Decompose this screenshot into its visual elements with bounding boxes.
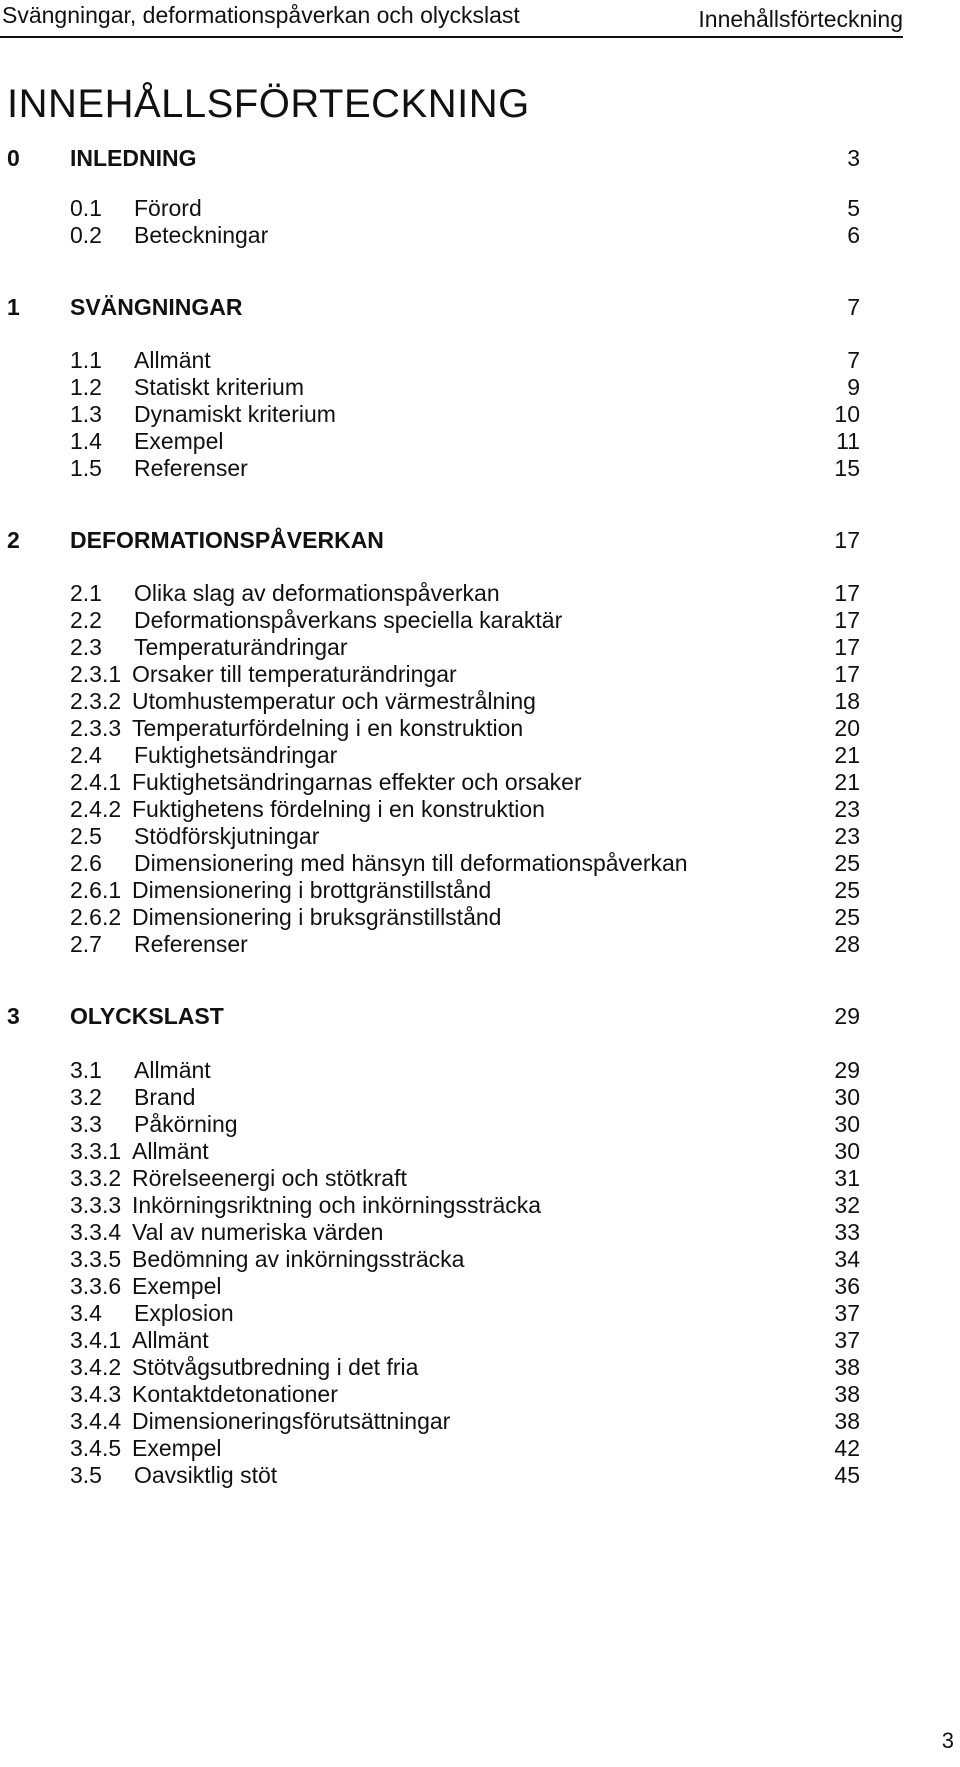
toc-subsection: [0, 767, 860, 797]
toc-number: 2.4.1: [70, 769, 122, 795]
toc-page: 30: [834, 1111, 860, 1137]
toc-number: 3: [7, 1003, 20, 1029]
toc-page: 10: [834, 401, 860, 427]
toc-title: Referenser: [134, 931, 248, 957]
toc-page: 18: [834, 688, 860, 714]
toc-number: 2.3: [70, 634, 102, 660]
toc-page: 38: [834, 1381, 860, 1407]
toc-number: 3.3.6: [70, 1273, 122, 1299]
toc-number: 3.3.2: [70, 1165, 122, 1191]
toc-title: Inkörningsriktning och inkörningssträcka: [132, 1192, 542, 1218]
toc-title: Utomhustemperatur och värmestrålning: [132, 688, 536, 714]
toc-number: 3.3: [70, 1111, 102, 1137]
toc-number: 2.5: [70, 823, 102, 849]
toc-page: 33: [834, 1219, 860, 1245]
toc-number: 0.2: [70, 222, 102, 248]
toc-title: INLEDNING: [70, 145, 197, 171]
toc-subsection: [0, 659, 860, 689]
toc-number: 3.5: [70, 1462, 102, 1488]
toc-title: Exempel: [132, 1273, 222, 1299]
toc-chapter: [0, 143, 860, 173]
toc-title: Allmänt: [132, 1327, 209, 1353]
toc-number: 2.4: [70, 742, 102, 768]
toc-number: 2.6.1: [70, 877, 122, 903]
toc-section: [0, 220, 860, 250]
toc-page: 21: [834, 742, 860, 768]
toc-title: Dimensionering i brottgränstillstånd: [132, 877, 492, 903]
toc-page: 31: [834, 1165, 860, 1191]
toc-title: Allmänt: [134, 1057, 211, 1083]
toc-section: [0, 1298, 860, 1328]
toc-number: 3.4.1: [70, 1327, 122, 1353]
toc-page: 28: [834, 931, 860, 957]
toc-title: Dimensioneringsförutsättningar: [132, 1408, 451, 1434]
toc-number: 0: [7, 145, 20, 171]
toc-title: Fuktighetens fördelning i en konstruktion: [132, 796, 545, 822]
running-header: [0, 0, 903, 38]
toc-number: 2.3.2: [70, 688, 122, 714]
toc-subsection: [0, 1244, 860, 1274]
toc-subsection: [0, 794, 860, 824]
toc-subsection: [0, 1136, 860, 1166]
toc-page: 17: [834, 580, 860, 606]
toc-page: 30: [834, 1138, 860, 1164]
toc-subsection: [0, 1433, 860, 1463]
toc-subsection: [0, 875, 860, 905]
toc-number: 3.3.5: [70, 1246, 122, 1272]
toc-page: 17: [834, 634, 860, 660]
toc-title: Dimensionering i bruksgränstillstånd: [132, 904, 502, 930]
toc-page: 17: [834, 527, 860, 553]
toc-number: 3.4.3: [70, 1381, 122, 1407]
toc-page: 9: [847, 374, 860, 400]
toc-number: 2.3.3: [70, 715, 122, 741]
toc-chapter: [0, 292, 860, 322]
toc-page: 21: [834, 769, 860, 795]
toc-subsection: [0, 1379, 860, 1409]
toc-number: 2.3.1: [70, 661, 122, 687]
toc-number: 0.1: [70, 195, 102, 221]
toc-page: 37: [834, 1300, 860, 1326]
toc-number: 3.3.1: [70, 1138, 122, 1164]
toc-title: Påkörning: [134, 1111, 238, 1137]
toc-section: [0, 578, 860, 608]
toc-subsection: [0, 686, 860, 716]
toc-number: 1: [7, 294, 20, 320]
toc-section: [0, 605, 860, 635]
toc-page: 3: [847, 145, 860, 171]
toc-page: 5: [847, 195, 860, 221]
header-document-title: Svängningar, deformationspåverkan och olyckslast: [2, 2, 520, 28]
toc-title: Temperaturfördelning i en konstruktion: [132, 715, 524, 741]
toc-title: Exempel: [134, 428, 224, 454]
toc-number: 3.4: [70, 1300, 102, 1326]
toc-section: [0, 740, 860, 770]
toc-page: 34: [834, 1246, 860, 1272]
toc-title: Allmänt: [132, 1138, 209, 1164]
toc-page: 32: [834, 1192, 860, 1218]
toc-page: 37: [834, 1327, 860, 1353]
toc-title: Fuktighetsändringarnas effekter och orsaker: [132, 769, 582, 795]
toc-subsection: [0, 1271, 860, 1301]
toc-number: 2: [7, 527, 20, 553]
toc-section: [0, 1109, 860, 1139]
toc-title: Olika slag av deformationspåverkan: [134, 580, 500, 606]
toc-number: 3.4.4: [70, 1408, 122, 1434]
toc-title: Förord: [134, 195, 202, 221]
toc-page: 42: [834, 1435, 860, 1461]
toc-title: Dynamiskt kriterium: [134, 401, 336, 427]
toc-page: 36: [834, 1273, 860, 1299]
toc-number: 2.6: [70, 850, 102, 876]
toc-section: [0, 1082, 860, 1112]
toc-page: 17: [834, 661, 860, 687]
toc-number: 1.5: [70, 455, 102, 481]
toc-number: 3.2: [70, 1084, 102, 1110]
header-section-title: Innehållsförteckning: [698, 6, 903, 32]
toc-subsection: [0, 902, 860, 932]
toc-section: [0, 929, 860, 959]
toc-page: 45: [834, 1462, 860, 1488]
toc-number: 3.1: [70, 1057, 102, 1083]
page-number: 3: [941, 1728, 954, 1753]
toc-title: Stödförskjutningar: [134, 823, 320, 849]
toc-number: 1.3: [70, 401, 102, 427]
toc-title: Rörelseenergi och stötkraft: [132, 1165, 407, 1191]
toc-title: Brand: [134, 1084, 196, 1110]
toc-section: [0, 1055, 860, 1085]
toc-chapter: [0, 1001, 860, 1031]
toc-number: 2.4.2: [70, 796, 122, 822]
toc-subsection: [0, 1352, 860, 1382]
toc-page: 25: [834, 877, 860, 903]
toc-subsection: [0, 713, 860, 743]
toc-page: 30: [834, 1084, 860, 1110]
toc-title: Allmänt: [134, 347, 211, 373]
toc-page: 38: [834, 1354, 860, 1380]
toc-number: 1.2: [70, 374, 102, 400]
toc-title: Kontaktdetonationer: [132, 1381, 338, 1407]
toc-title: Val av numeriska värden: [132, 1219, 384, 1245]
toc-number: 3.3.3: [70, 1192, 122, 1218]
toc-section: [0, 1460, 860, 1490]
toc-title: SVÄNGNINGAR: [70, 294, 243, 320]
toc-title: OLYCKSLAST: [70, 1003, 224, 1029]
toc-page: 29: [834, 1057, 860, 1083]
toc-title: Stötvågsutbredning i det fria: [132, 1354, 419, 1380]
toc-section: [0, 345, 860, 375]
toc-title: Fuktighetsändringar: [134, 742, 338, 768]
toc-chapter: [0, 525, 860, 555]
toc-number: 2.1: [70, 580, 102, 606]
toc-number: 2.7: [70, 931, 102, 957]
toc-page: 6: [847, 222, 860, 248]
toc-subsection: [0, 1190, 860, 1220]
toc-title: Temperaturändringar: [134, 634, 348, 660]
page-title: INNEHÅLLSFÖRTECKNING: [7, 82, 530, 126]
toc-section: [0, 821, 860, 851]
toc-title: Statiskt kriterium: [134, 374, 304, 400]
toc-page: 38: [834, 1408, 860, 1434]
toc-number: 3.4.2: [70, 1354, 122, 1380]
toc-title: DEFORMATIONSPÅVERKAN: [70, 527, 384, 553]
toc-number: 1.4: [70, 428, 102, 454]
toc-title: Referenser: [134, 455, 248, 481]
toc-section: [0, 453, 860, 483]
toc-page: 7: [847, 347, 860, 373]
toc-subsection: [0, 1163, 860, 1193]
toc-page: 29: [834, 1003, 860, 1029]
toc-section: [0, 372, 860, 402]
toc-page: 20: [834, 715, 860, 741]
toc-title: Oavsiktlig stöt: [134, 1462, 278, 1488]
toc-page: 25: [834, 850, 860, 876]
toc-section: [0, 426, 860, 456]
toc-number: 2.6.2: [70, 904, 122, 930]
toc-subsection: [0, 1325, 860, 1355]
toc-number: 3.3.4: [70, 1219, 122, 1245]
toc-title: Exempel: [132, 1435, 222, 1461]
toc-page: 11: [836, 428, 860, 454]
toc-number: 2.2: [70, 607, 102, 633]
toc-page: 25: [834, 904, 860, 930]
toc-section: [0, 399, 860, 429]
toc-title: Deformationspåverkans speciella karaktär: [134, 607, 563, 633]
toc-page: 23: [834, 796, 860, 822]
toc-subsection: [0, 1217, 860, 1247]
toc-title: Dimensionering med hänsyn till deformationspåverkan: [134, 850, 688, 876]
toc-page: 23: [834, 823, 860, 849]
toc-title: Bedömning av inkörningssträcka: [132, 1246, 465, 1272]
toc-title: Explosion: [134, 1300, 234, 1326]
toc-page: 7: [847, 294, 860, 320]
toc-page: 17: [834, 607, 860, 633]
toc-section: [0, 632, 860, 662]
toc-number: 3.4.5: [70, 1435, 122, 1461]
toc-section: [0, 193, 860, 223]
toc-subsection: [0, 1406, 860, 1436]
toc-title: Beteckningar: [134, 222, 269, 248]
toc-title: Orsaker till temperaturändringar: [132, 661, 457, 687]
toc-page: 15: [834, 455, 860, 481]
toc-number: 1.1: [70, 347, 102, 373]
toc-section: [0, 848, 860, 878]
